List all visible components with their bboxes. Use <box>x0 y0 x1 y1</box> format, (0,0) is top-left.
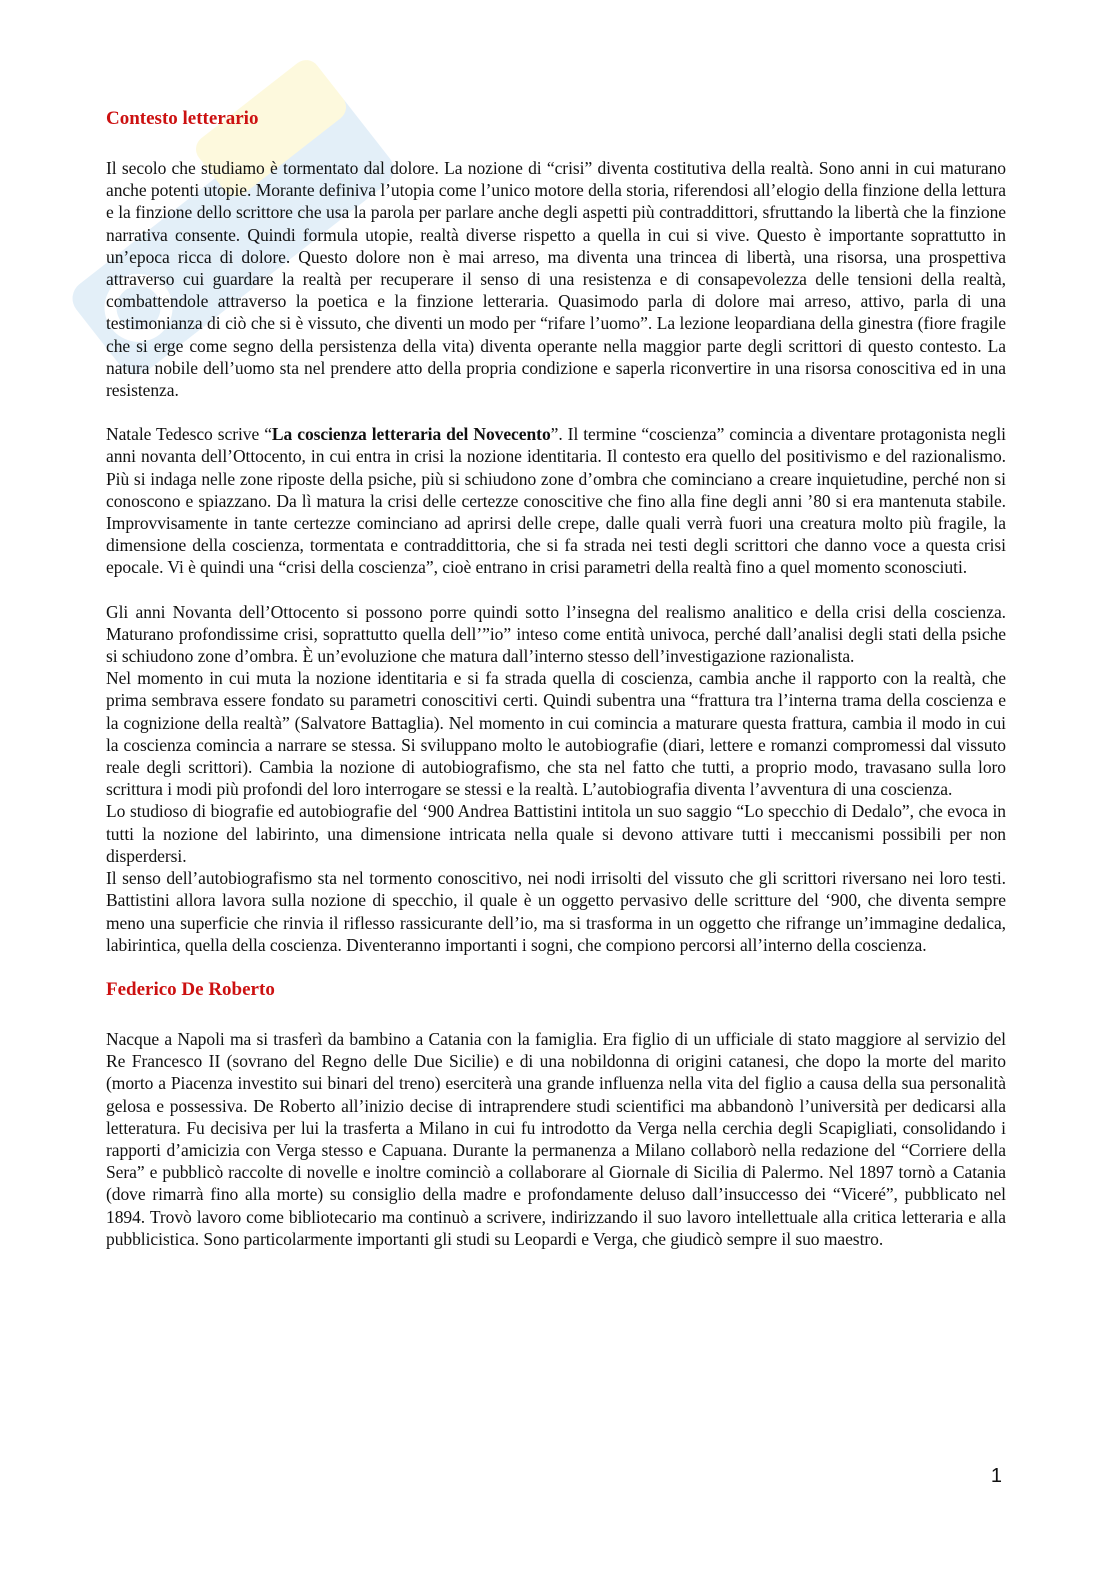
title-gap <box>106 131 1006 157</box>
book-title: La coscienza letteraria del Novecento <box>271 424 551 445</box>
section-title: Contesto letterario <box>106 108 259 129</box>
document-body <box>106 107 1006 1250</box>
section-gap <box>106 956 1006 978</box>
page-number: 1 <box>990 1465 1002 1487</box>
paragraph <box>106 423 1006 578</box>
paragraph-text: ”. Il termine “coscienza” comincia a diventare protagonista negli anni novanta dell’Ottocento, in cui entra in crisi la nozione identitaria. Il contesto era quello del positivismo e del razionalismo. Più si indaga nelle zone riposte della psiche, più si schiudono zone d’ombra che cominciano a creare inquietudine, perché non si conoscono e spiazzano. Da lì matura la crisi delle certezze conoscitive che fino alla fine degli anni ’80 si era mantenuta stabile. Improvvisamente in tante certezze cominciano ad aprirsi delle crepe, dalle quali verrà fuori una creatura molto più fragile, la dimensione della coscienza, tormentata e contraddittoria, che si fa strada nei testi degli scrittori che danno voce a questa crisi epocale. Vi è quindi una “crisi della coscienza”, cioè entrano in crisi parametri della realtà fino a quel momento sconosciuti. <box>106 424 1006 578</box>
paragraph: Gli anni Novanta dell’Ottocento si possono porre quindi sotto l’insegna del realismo analitico e della crisi della coscienza. Maturano profondissime crisi, soprattutto quella dell’”io” inteso come entità univoca, perché dall’analisi degli stati della psiche si schiudono zone d’ombra. È un’evoluzione che matura dall’interno stesso dell’investigazione razionalista. <box>106 601 1006 667</box>
content-container <box>106 107 1006 1250</box>
paragraph-gap <box>106 579 1006 601</box>
paragraph: Lo studioso di biografie ed autobiografie del ‘900 Andrea Battistini intitola un suo saggio “Lo specchio di Dedalo”, che evoca in tutti la nozione del labirinto, una dimensione intricata nella quale si devono attivare tutti i meccanismi possibili per non disperdersi. <box>106 801 1006 866</box>
paragraph-gap <box>106 401 1006 423</box>
paragraph: Nacque a Napoli ma si trasferì da bambino a Catania con la famiglia. Era figlio di un ufficiale di stato maggiore al servizio del Re Francesco II (sovrano del Regno delle Due Sicilie) e di una nobildonna di origini catanesi, che dopo la morte del marito (morto a Piacenza investito sui binari del treno) eserciterà una grande influenza nella vita del figlio a causa della sua personalità gelosa e possessiva. De Roberto all’inizio decise di intraprendere studi scientifici ma abbandonò l’università per dedicarsi alla letteratura. Fu decisiva per lui la trasferta a Milano in cui fu introdotto da Verga nella cerchia degli Scapigliati, consolidando i rapporti d’amicizia con Verga stesso e Capuana. Durante la permanenza a Milano collaborò nella redazione del “Corriere della Sera” e pubblicò raccolte di novelle e inoltre cominciò a collaborare al Giornale di Sicilia di Palermo. Nel 1897 tornò a Catania (dove rimarrà fino alla morte) su consiglio della madre e profondamente deluso dall’insuccesso dei “Viceré”, pubblicato nel 1894. Trovò lavoro come bibliotecario ma continuò a scrivere, indirizzando il suo lavoro intellettuale alla critica letteraria e alla pubblicistica. Sono particolarmente importanti gli studi su Leopardi e Verga, che giudicò sempre il suo maestro. <box>106 1028 1006 1249</box>
section-title: Federico De Roberto <box>106 978 275 1000</box>
title-gap <box>106 1002 1006 1028</box>
paragraph: Il secolo che studiamo è tormentato dal dolore. La nozione di “crisi” diventa costitutiva della realtà. Sono anni in cui maturano anche potenti utopie. Morante definiva l’utopia come l’unico motore della storia, riferendosi all’elogio della finzione della lettura e la finzione dello scrittore che usa la parola per parlare anche degli aspetti più contraddittori, sfruttando la libertà che la finzione narrativa consente. Quindi formula utopie, realtà diverse rispetto a quella in cui si vive. Questo è importante soprattutto in un’epoca ricca di dolore. Questo dolore non è mai arreso, ma diventa una trincea di libertà, una risorsa, una prospettiva attraverso cui guardare la realtà per recuperare il senso di una resistenza e di consapevolezza delle tensioni della realtà, combattendole attraverso la poetica e la finzione letteraria. Quasimodo parla di dolore mai arreso, attivo, parla di una testimonianza di ciò che si è vissuto, che diventi un modo per “rifare l’uomo”. La lezione leopardiana della ginestra (fiore fragile che si erge come segno della persistenza della vita) diventa operante nella maggior parte degli scrittori di questo contesto. La natura nobile dell’uomo sta nel prendere atto della propria condizione e saperla riconvertire in una risorsa conoscitiva ed in una resistenza. <box>106 158 1006 401</box>
paragraph: Nel momento in cui muta la nozione identitaria e si fa strada quella di coscienza, cambia anche il rapporto con la realtà, che prima sembrava essere fondato su parametri conoscitivi certi. Quindi subentra una “frattura tra l’interna trama della coscienza e la cognizione della realtà” (Salvatore Battaglia). Nel momento in cui comincia a maturare questa frattura, cambia il modo in cui la coscienza comincia a narrare se stessa. Si sviluppano molto le autobiografie (diari, lettere e romanzi compromessi dal vissuto reale degli scrittori). Cambia la nozione di autobiografismo, che sta nel fatto che tutti, a proprio modo, travasano sulla loro scrittura i modi più profondi del loro interrogare se stessi e la realtà. L’autobiografia diventa l’avventura di una coscienza. <box>106 668 1006 800</box>
paragraph-text: Natale Tedesco scrive “ <box>106 424 272 445</box>
paragraph: Il senso dell’autobiografismo sta nel tormento conoscitivo, nei nodi irrisolti del vissuto che gli scrittori riversano nei loro testi. Battistini allora lavora sulla nozione di specchio, il quale è un oggetto pervasivo delle scritture del ‘900, che diventa sempre meno una superficie che rinvia il riflesso rassicurante dell’io, ma si trasforma in un oggetto che rifrange un’immagine dedalica, labirintica, quella della coscienza. Diventeranno importanti i sogni, che compiono percorsi all’interno della coscienza. <box>106 868 1006 955</box>
